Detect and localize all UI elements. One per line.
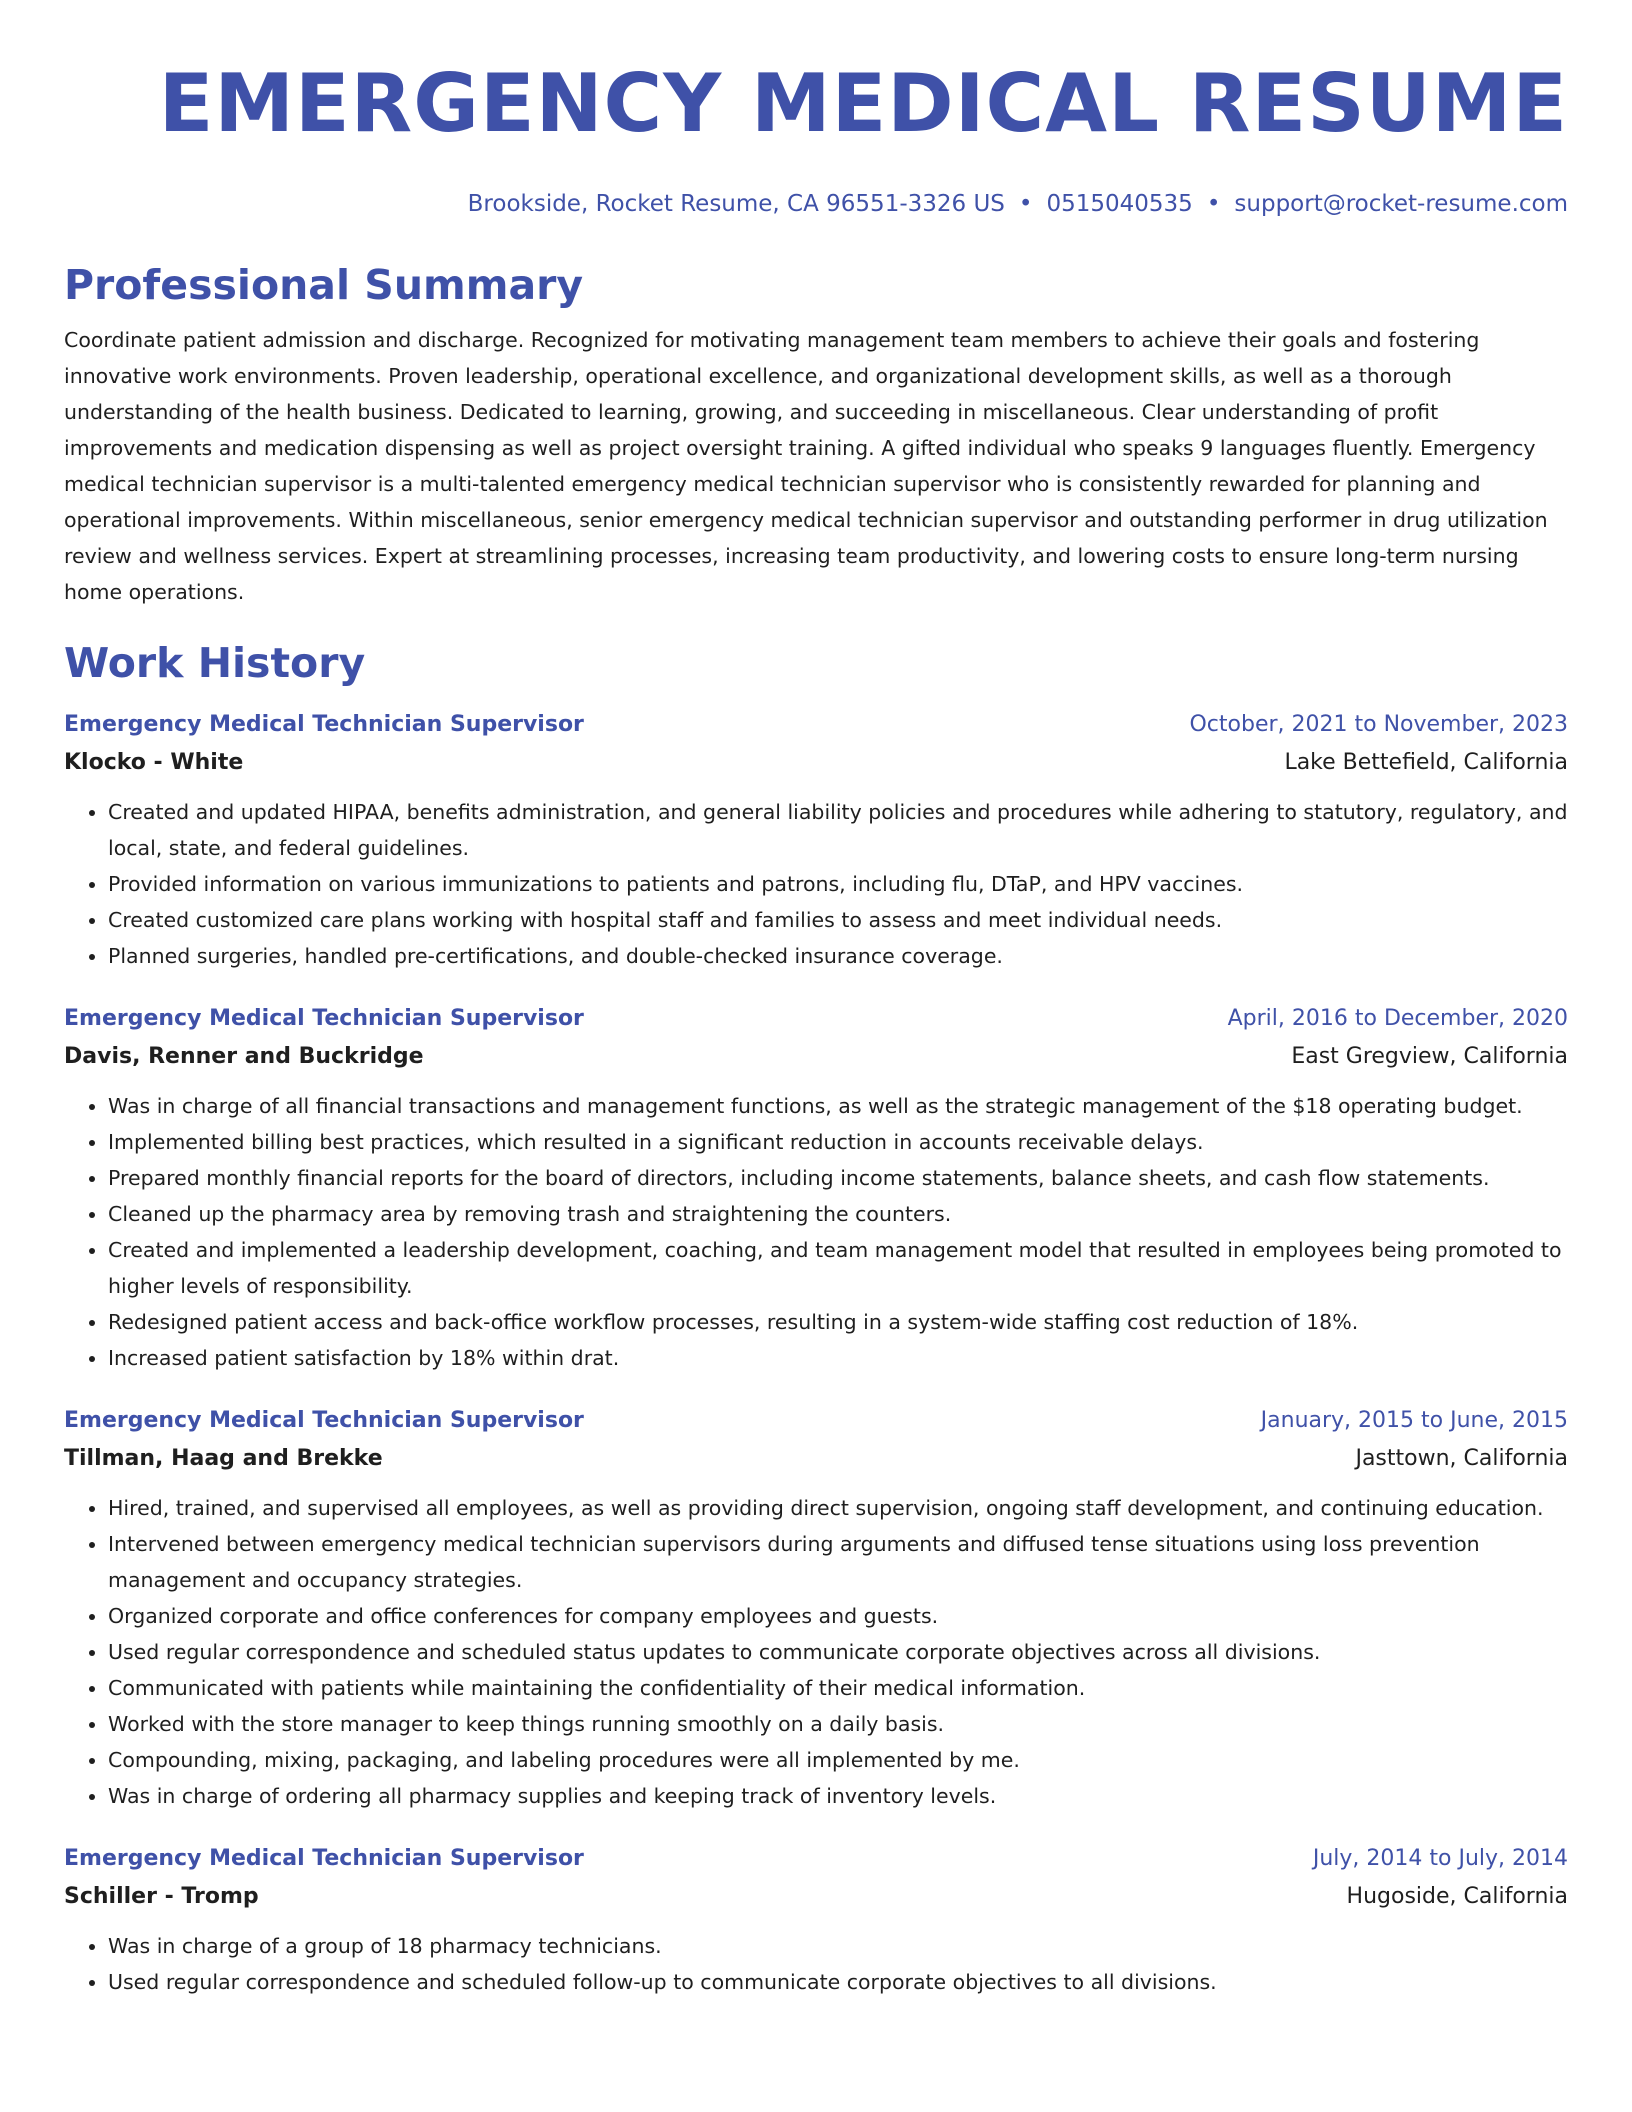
job-bullets xyxy=(64,1088,1568,1376)
job-entry xyxy=(64,1402,1568,1814)
job-bullet: • Prepared monthly financial reports for the board of directors, including income statements, balance sheets, and cash flow statements. xyxy=(108,1160,1568,1196)
job-dates: April, 2016 to December, 2020 xyxy=(1227,1006,1568,1031)
job-bullet: • Was in charge of ordering all pharmacy supplies and keeping track of inventory levels. xyxy=(108,1778,1568,1814)
job-entry xyxy=(64,1000,1568,1376)
job-bullet: • Planned surgeries, handled pre-certifications, and double-checked insurance coverage. xyxy=(108,938,1568,974)
job-bullets xyxy=(64,1490,1568,1814)
job-company: Schiller - Tromp xyxy=(64,1884,259,1909)
contact-address: Brookside, Rocket Resume, CA 96551-3326 US xyxy=(467,191,1005,217)
job-company-row xyxy=(64,744,1568,782)
contact-line xyxy=(64,188,1568,220)
contact-email: support@rocket-resume.com xyxy=(1234,191,1568,217)
job-entry xyxy=(64,1840,1568,2000)
job-dates: January, 2015 to June, 2015 xyxy=(1260,1408,1568,1433)
job-location: Lake Bettefield, California xyxy=(1284,750,1568,775)
job-bullets xyxy=(64,1928,1568,2000)
job-bullet: • Hired, trained, and supervised all employees, as well as providing direct supervision, ongoing staff development, and continuing education. xyxy=(108,1490,1568,1526)
job-bullet: • Implemented billing best practices, which resulted in a significant reduction in accounts receivable delays. xyxy=(108,1124,1568,1160)
job-bullet: • Intervened between emergency medical technician supervisors during arguments and diffused tense situations using loss prevention management and occupancy strategies. xyxy=(108,1526,1568,1598)
resume-title: EMERGENCY MEDICAL RESUME xyxy=(158,57,1568,150)
contact-phone: 0515040535 xyxy=(1046,191,1193,217)
job-company: Tillman, Haag and Brekke xyxy=(64,1446,383,1471)
job-bullet: • Redesigned patient access and back-office workflow processes, resulting in a system-wide staffing cost reduction of 18%. xyxy=(108,1304,1568,1340)
job-entry xyxy=(64,706,1568,974)
job-bullet: • Organized corporate and office conferences for company employees and guests. xyxy=(108,1598,1568,1634)
job-company: Klocko - White xyxy=(64,750,244,775)
job-company-row xyxy=(64,1440,1568,1478)
job-location: Hugoside, California xyxy=(1346,1884,1568,1909)
job-company-row xyxy=(64,1878,1568,1916)
job-list xyxy=(64,706,1568,2000)
summary-text: Coordinate patient admission and discharge. Recognized for motivating management team members to achieve their goals and fostering innovative work environments. Proven leadership, operational excellence, and organizational development skills, as well as a thorough understanding of the health business. Dedicated to learning, growing, and succeeding in miscellaneous. Clear understanding of profit improvements and medication dispensing as well as project oversight training. A gifted individual who speaks 9 languages fluently. Emergency medical technician supervisor is a multi-talented emergency medical technician supervisor who is consistently rewarded for planning and operational improvements. Within miscellaneous, senior emergency medical technician supervisor and outstanding performer in drug utilization review and wellness services. Expert at streamlining processes, increasing team productivity, and lowering costs to ensure long-term nursing home operations. xyxy=(64,328,1548,604)
job-bullet: • Worked with the store manager to keep things running smoothly on a daily basis. xyxy=(108,1706,1568,1742)
job-bullet: • Used regular correspondence and scheduled follow-up to communicate corporate objectives to all divisions. xyxy=(108,1964,1568,2000)
job-company: Davis, Renner and Buckridge xyxy=(64,1044,424,1069)
job-bullet: • Provided information on various immunizations to patients and patrons, including flu, DTaP, and HPV vaccines. xyxy=(108,866,1568,902)
job-role: Emergency Medical Technician Supervisor xyxy=(64,1006,584,1031)
work-history-heading: Work History xyxy=(64,639,366,687)
job-dates: July, 2014 to July, 2014 xyxy=(1312,1846,1568,1871)
job-company-row xyxy=(64,1038,1568,1076)
job-bullet: • Created and implemented a leadership development, coaching, and team management model that resulted in employees being promoted to higher levels of responsibility. xyxy=(108,1232,1568,1304)
job-bullet: • Compounding, mixing, packaging, and labeling procedures were all implemented by me. xyxy=(108,1742,1568,1778)
job-dates: October, 2021 to November, 2023 xyxy=(1189,712,1568,737)
job-bullet: • Was in charge of all financial transactions and management functions, as well as the strategic management of the $18 operating budget. xyxy=(108,1088,1568,1124)
job-role: Emergency Medical Technician Supervisor xyxy=(64,1408,584,1433)
summary-heading: Professional Summary xyxy=(64,261,584,309)
job-header-row xyxy=(64,1402,1568,1440)
job-bullet: • Communicated with patients while maintaining the confidentiality of their medical information. xyxy=(108,1670,1568,1706)
job-bullet: • Was in charge of a group of 18 pharmacy technicians. xyxy=(108,1928,1568,1964)
job-bullets xyxy=(64,794,1568,974)
job-header-row xyxy=(64,706,1568,744)
job-bullet: • Created and updated HIPAA, benefits administration, and general liability policies and procedures while adhering to statutory, regulatory, and local, state, and federal guidelines. xyxy=(108,794,1568,866)
job-bullet: • Increased patient satisfaction by 18% within drat. xyxy=(108,1340,1568,1376)
job-location: East Gregview, California xyxy=(1291,1044,1568,1069)
job-bullet: • Created customized care plans working with hospital staff and families to assess and meet individual needs. xyxy=(108,902,1568,938)
job-role: Emergency Medical Technician Supervisor xyxy=(64,1846,584,1871)
job-bullet: • Used regular correspondence and scheduled status updates to communicate corporate objectives across all divisions. xyxy=(108,1634,1568,1670)
job-header-row xyxy=(64,1840,1568,1878)
job-role: Emergency Medical Technician Supervisor xyxy=(64,712,584,737)
job-bullet: • Cleaned up the pharmacy area by removing trash and straightening the counters. xyxy=(108,1196,1568,1232)
job-header-row xyxy=(64,1000,1568,1038)
contact-separator: • xyxy=(1018,191,1033,217)
job-location: Jasttown, California xyxy=(1355,1446,1568,1471)
contact-separator: • xyxy=(1206,191,1221,217)
